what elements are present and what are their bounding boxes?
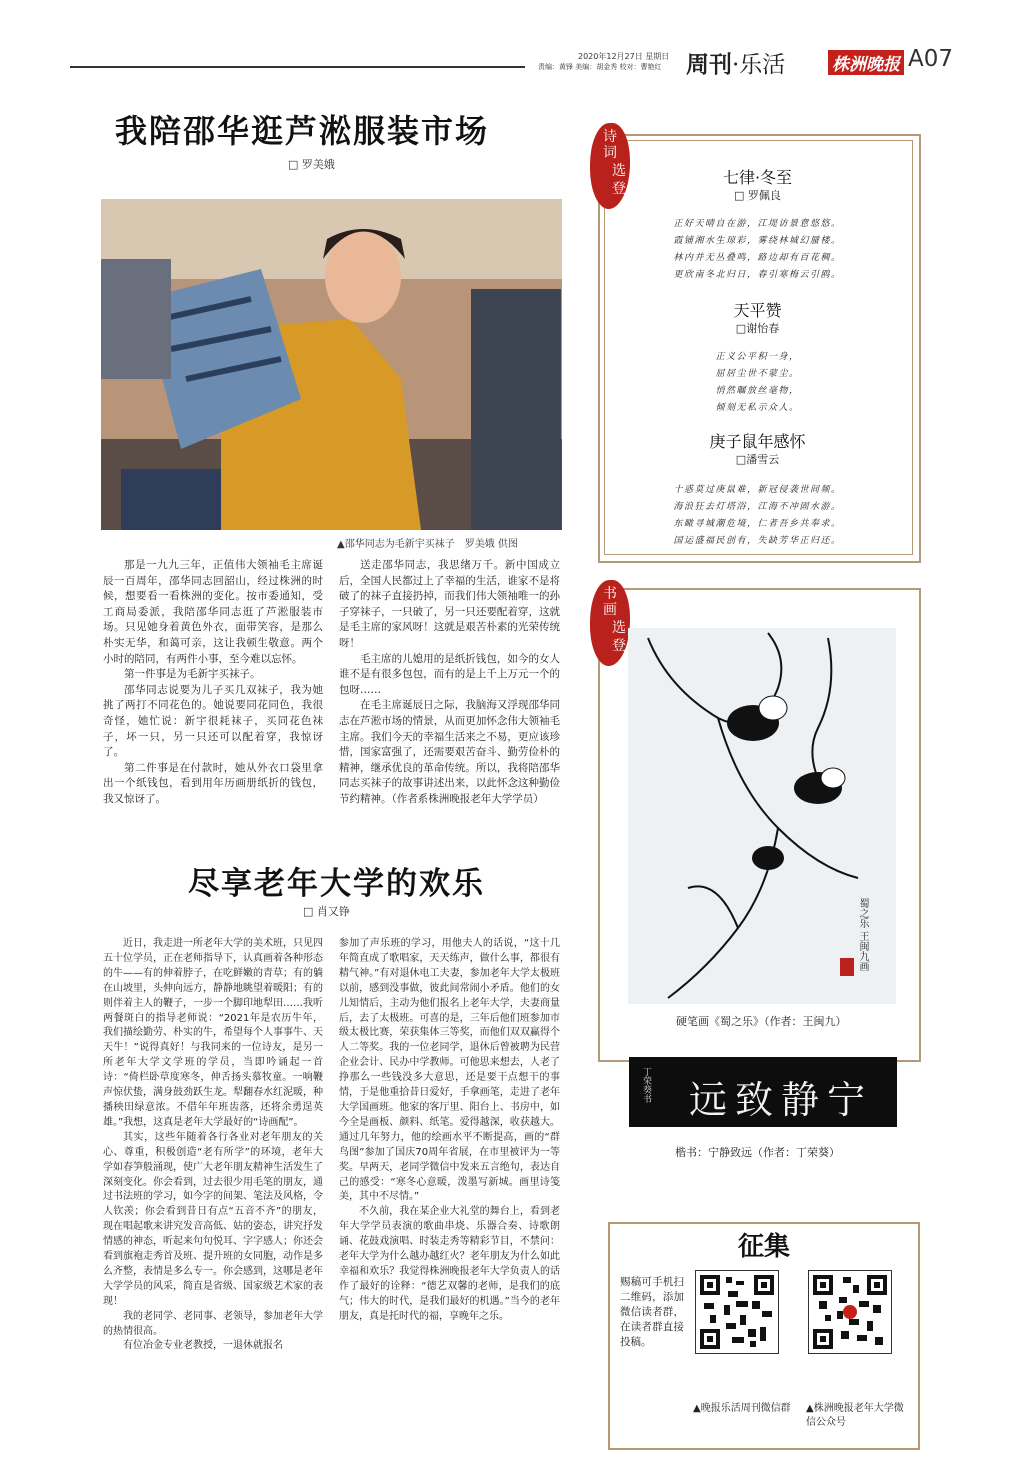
poem-line: 海浪狂去灯塔浴，江海不冲固水游。 <box>673 502 842 512</box>
poem-line: 正好天晴自在游，江堤访景意悠悠。 <box>673 219 842 229</box>
poem-line: 东瞰寻城潮危境，仁者吾乡共奉求。 <box>673 519 842 529</box>
header-rule <box>70 66 525 68</box>
paragraph: 送走邵华同志，我思绪万千。新中国成立后，全国人民都过上了幸福的生活，谁家不是将破了的袜子直接扔掉，而我们伟大领袖唯一的孙子穿袜子，一只破了，另一只还要配着穿，这就是毛主席的家风呀！这就是艰苦朴素的光荣传统呀！ <box>339 559 560 649</box>
paragraph: 其实，这些年随着各行各业对老年朋友的关心、尊重，积极创造“老有所学”的环境，老年大学如春笋般涌现，使广大老年朋友精神生活发生了深刻变化。你会看到，过去很少用毛笔的朋友，通过书法班的学习，如今字的间架、笔法及风格，令人钦羡；你会看到昔日有点“五音不齐”的朋友，现在唱起歌来讲究发音高低、姑的姿态，讲究抒发情感的神态，听起来句句悦耳、字字感人；你还会看到旗袍走秀首及班、提升班的女同胞，动作是多么齐整，表情是多么专一。你会感到，这哪是老年大学学员的风采，简直是省级、国家级艺术家的表现！ <box>103 1131 323 1307</box>
article1-photo <box>101 199 562 530</box>
newspaper-logo: 株洲晚报 <box>828 50 904 75</box>
paragraph: 毛主席的儿媳用的是纸折钱包，如今的女人谁不是有很多包包，而有的是上千上万元一个的包呀…… <box>339 652 560 696</box>
poem-line: 林内并无丛叠鸣，路边却有百花稠。 <box>673 253 842 263</box>
poem-author: □谢怡春 <box>735 322 780 335</box>
article2-title: 尽享老年大学的欢乐 <box>188 866 485 902</box>
poem-line: 倾刻无私示众人。 <box>715 403 800 413</box>
article2-byline: □ 肖又铮 <box>303 905 350 918</box>
section-name: 周刊 <box>686 51 732 78</box>
paragraph: 第二件事是在付款时，她从外衣口袋里拿出一个纸钱包，看到用年历画册纸折的钱包，我又惊讶了。 <box>103 761 323 805</box>
calligraphy-work <box>629 1057 897 1127</box>
section-sub: ·乐活 <box>732 52 786 78</box>
article1-column2 <box>339 558 560 808</box>
zhengji-title: 征集 <box>737 1232 790 1262</box>
poem-line: 正义公平积一身， <box>715 352 800 362</box>
paragraph: 邵华同志说要为儿子买几双袜子，我为她挑了两打不同花色的。她说要同花同色，我很奇怪，她忙说：新宇很耗袜子，买同花色袜子，坏一只，另一只还可以配着穿，我惊讶了。 <box>103 683 323 759</box>
artworks-seal <box>590 580 630 666</box>
painting-caption: 硬笔画《蜀之乐》（作者：王闽九） <box>676 1015 847 1028</box>
seal-char: 登 <box>612 181 626 197</box>
paragraph: 在毛主席诞辰日之际，我脑海又浮现邵华同志在芦淞市场的情景，从而更加怀念伟大领袖毛主席。我们今天的幸福生活来之不易，更应该珍惜，国家富强了，还需要艰苦奋斗、勤劳俭朴的精神，继承优良的革命传统。所以，我将陪邵华同志买袜子的故事讲述出来，以此怀念这种勤俭节约精神。（作者系株洲晚报老年大学学员） <box>339 699 560 805</box>
seal-char: 登 <box>612 638 626 654</box>
calligraphy-caption: 楷书：宁静致远（作者：丁荣葵） <box>675 1146 840 1159</box>
qr-code-official-account[interactable] <box>808 1270 892 1354</box>
calligraphy-signature: 丁荣葵书 <box>641 1067 651 1103</box>
article2-column2 <box>339 937 560 1325</box>
paragraph: 不久前，我在某企业大礼堂的舞台上，看到老年大学学员表演的歌曲串烧、乐器合奏、诗歌朗诵、花鼓戏演唱、时装走秀等精彩节目，不禁问：老年大学为什么越办越红火？老年朋友为什么如此幸福和欢乐？我觉得株洲晚报老年大学负责人的话作了最好的诠释：“德艺双馨的老师，是我们的底气；伟大的时代，是我们最好的机遇。”当今的老年朋友，真是托时代的福，享晚年之乐。 <box>339 1206 560 1322</box>
poem-title: 七律·冬至 <box>722 168 793 187</box>
calligraphy-text: 宁静致远 <box>689 1078 874 1122</box>
paragraph: 近日，我走进一所老年大学的美术班，只见四五十位学员，正在老师指导下，认真画着各种形态的牛——有的伸着脖子，在吃鲜嫩的青草；有的躺在山坡里，头伸向远方，静静地眺望着暖阳；有的则伴着主人的鞭子，一步一个脚印地犁田……我听两餐斑白的指导老师说：“2021年是农历牛年，我们描绘勤劳、朴实的牛，希望每个人事事牛、天天牛！”说得真好！与我同来的一位诗友，是另一所老年大学文学班的学员，当即吟诵起一首诗：“倚栏卧草度寒冬，伸舌扬头慕牧童。一响鞭声惊伏蛰，满身鼓劲跃生龙。犁翻春水红泥暖，种播秧田绿意浓。不借年年班齿落，还将余勇逞英雄。”我想，这真是老年大学最好的“诗画配”。 <box>103 938 323 1128</box>
seal-char: 诗 <box>603 129 617 145</box>
seal-char: 书 <box>603 586 617 602</box>
poem-line: 霞铺湘水生琼彩，雾绕林城幻蜃楼。 <box>673 236 842 246</box>
paragraph: 参加了声乐班的学习，用他夫人的话说，“这十几年简直成了歌唱家，天天练声，做什么事，都很有精气神。”有对退休电工夫妻，参加老年大学太极班以前，感到没事做，彼此间常闹小矛盾。他们的女儿知情后，主动为他们报名上老年大学，夫妻商量后，去了太极班。可喜的是，三年后他们班参加市级太极比赛，荣获集体三等奖，而他们双双赢得个人二等奖。我的一位老同学，退休后曾被聘为民营企业会计、民办中学教师。可他思来想去，人老了挣那么一些钱没多大意思，还是要干点想干的事情，于是他重拾昔日爱好，手拿画笔，走进了老年大学国画班。他家的客厅里、阳台上、书房中，如今全是画板、颜料、纸笔。爱得越深，收获越大。通过几年努力，他的绘画水平不断提高，画的“群鸟图”参加了国庆70周年省展，在市里被评为一等奖。早两天，老同学微信中发来五言绝句，表达自己的感受：“寒冬心意暖，泼墨写新城。画里诗笺美，其中不尽情。” <box>339 938 560 1203</box>
paragraph: 有位冶金专业老教授，一退休就报名 <box>123 1340 283 1352</box>
seal-char: 选 <box>612 620 626 636</box>
poem-author: □潘雪云 <box>735 453 780 466</box>
seal-char: 词 <box>603 145 617 161</box>
issue-date: 2020年12月27日 星期日 <box>578 52 670 61</box>
article2-column1 <box>103 937 323 1354</box>
seal-char: 画 <box>603 602 617 618</box>
painting-inscription: 蜀之乐 王闽九画 <box>857 898 868 972</box>
paragraph: 第一件事是为毛新宇买袜子。 <box>124 668 261 681</box>
panda-painting <box>628 628 896 1004</box>
article1-caption: ▲邵华同志为毛新宇买袜子 罗美娥 供图 <box>337 539 518 550</box>
paragraph: 我的老同学、老同事、老领导，参加老年大学的热情很高。 <box>103 1310 323 1337</box>
qr-code-wechat-group[interactable] <box>695 1270 779 1354</box>
staff-credits: 责编：黄锋 美编：胡金秀 校对：曹艳红 <box>538 63 662 71</box>
qr1-caption: ▲晚报乐活周刊微信群 <box>693 1403 791 1414</box>
poem-title: 天平赞 <box>733 301 782 320</box>
page-number: A07 <box>908 46 954 72</box>
poem-line: 更欣南冬北归日，春引寒梅云引鸥。 <box>673 270 842 280</box>
poem-title: 庚子鼠年感怀 <box>709 432 806 451</box>
article1-column1 <box>103 558 323 808</box>
zhengji-text: 赐稿可手机扫二维码，添加微信读者群，在读者群直接投稿。 <box>620 1276 684 1348</box>
poem-line: 十惑莫过庚鼠难，新冠侵袭世间频。 <box>673 485 842 495</box>
poem-line: 国运盛福民创有，失缺芳华正归还。 <box>673 536 842 546</box>
article1-byline: □ 罗美娥 <box>288 158 335 171</box>
red-seal-icon <box>840 958 854 976</box>
qr-icon <box>809 1271 891 1353</box>
poem-line: 悄然瞩放丝毫物， <box>715 386 800 396</box>
photo-illustration <box>101 199 562 530</box>
paragraph: 那是一九九三年，正值伟大领袖毛主席诞辰一百周年，邵华同志回韶山，经过株洲的时候，想要看一看株洲的变化。按市委通知，受工商局委派，我陪邵华同志逛了芦淞服装市场。只见她身着黄色外衣，面带笑容，是那么朴实无华，和蔼可亲，这让我顿生敬意。两个小时的陪同，有两件小事，至今难以忘怀。 <box>103 559 323 665</box>
section-title <box>686 46 785 79</box>
article1-title: 我陪邵华逛芦淞服装市场 <box>115 112 490 150</box>
poem-author: □ 罗佩良 <box>734 189 781 202</box>
poem-line: 屈居尘世不蒙尘。 <box>715 369 800 379</box>
seal-char: 选 <box>612 163 626 179</box>
qr2-caption: ▲株洲晚报老年大学微信公众号 <box>806 1403 904 1428</box>
qr-icon <box>696 1271 778 1353</box>
